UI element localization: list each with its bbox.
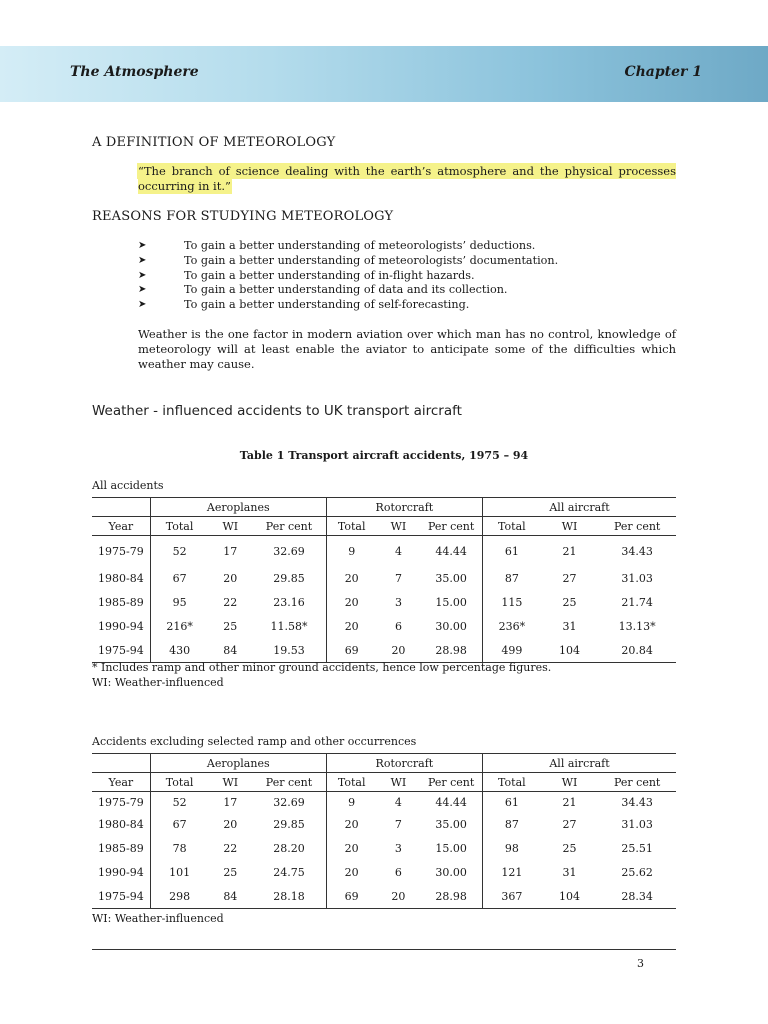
table-cell: 84 (208, 638, 252, 663)
table-cell: 1975-79 (92, 536, 150, 567)
table-cell: 52 (172, 795, 187, 809)
table-cell: 4 (394, 795, 402, 809)
table-cell: 87 (504, 571, 519, 585)
column-headers (92, 773, 676, 792)
table-cell: 67 (172, 817, 187, 831)
arrow-bullet-icon: ➤ (138, 284, 147, 296)
column-header: Year (92, 773, 150, 792)
table-cell: 15.00 (420, 590, 482, 614)
definition-quote (138, 164, 676, 194)
table-cell: 13.13* (618, 619, 656, 633)
table-cell: 20 (344, 841, 359, 855)
column-header: WI (541, 517, 599, 536)
table-cell: 29.85 (252, 566, 326, 590)
table-cell: 28.98 (420, 638, 482, 663)
table-cell: 24.75 (252, 860, 326, 884)
column-header: Per cent (420, 517, 482, 536)
highlighted-quote: “The branch of science dealing with the earth’s atmosphere and the physical processes occurring in it.” (138, 164, 676, 193)
table-cell: 20 (377, 638, 421, 663)
table-cell: 78 (172, 841, 187, 855)
list-item: ➤ To gain a better understanding of in-flight hazards. (138, 268, 475, 282)
table-cell: 11.58* (252, 614, 326, 638)
table-cell: 31.03 (621, 571, 653, 585)
arrow-bullet-icon: ➤ (138, 269, 147, 281)
arrow-bullet-icon: ➤ (138, 254, 147, 266)
table1-footnote: * Includes ramp and other minor ground accidents, hence low percentage figures. (92, 661, 552, 674)
list-item: ➤ To gain a better understanding of data and its collection. (138, 283, 508, 297)
table-cell: 1990-94 (92, 860, 150, 884)
table-cell: 3 (394, 595, 402, 609)
table1-wi-note: WI: Weather-influenced (92, 676, 224, 689)
table-cell: 34.43 (621, 795, 653, 809)
group-header: All aircraft (483, 498, 677, 517)
table-cell: 21.74 (621, 595, 653, 609)
table-cell: 25.51 (621, 841, 653, 855)
table-cell: 87 (504, 817, 519, 831)
table-cell: 22 (223, 841, 238, 855)
table-cell: 21 (562, 544, 577, 558)
column-header: WI (377, 517, 421, 536)
column-header: Total (326, 773, 376, 792)
table-cell: 7 (394, 571, 402, 585)
reasons-heading: REASONS FOR STUDYING METEOROLOGY (92, 209, 394, 224)
group-header: All aircraft (483, 754, 677, 773)
table-cell: 28.98 (420, 884, 482, 909)
table-cell: 52 (172, 544, 187, 558)
page-number: 3 (637, 957, 644, 970)
column-header: Per cent (252, 773, 326, 792)
table-cell: 28.18 (252, 884, 326, 909)
table-row (92, 792, 676, 813)
table-cell: 9 (348, 795, 356, 809)
table-cell: 28.34 (598, 884, 676, 909)
table-row (92, 836, 676, 860)
table-cell: 1975-94 (92, 638, 150, 663)
table-cell: 1990-94 (92, 614, 150, 638)
table-cell: 20 (344, 865, 359, 879)
table-cell: 6 (394, 865, 402, 879)
table-cell: 101 (169, 865, 191, 879)
table-cell: 15.00 (420, 836, 482, 860)
table-cell: 6 (394, 619, 402, 633)
table-cell: 29.85 (252, 812, 326, 836)
table-cell: 67 (172, 571, 187, 585)
table-cell: 104 (541, 884, 599, 909)
header-chapter: Chapter 1 (624, 64, 702, 80)
reasons-list (138, 239, 558, 313)
header-title: The Atmosphere (70, 64, 199, 80)
table-cell: 17 (223, 795, 238, 809)
group-header: Aeroplanes (150, 754, 326, 773)
table-row (92, 638, 676, 663)
table-row (92, 536, 676, 567)
reasons-paragraph: Weather is the one factor in modern aviation over which man has no control, knowledge of meteorology will at least enable the aviator to anticipate some of the difficulties which weather may cause. (138, 327, 676, 371)
table-cell: 104 (541, 638, 599, 663)
table1-label: All accidents (92, 479, 164, 492)
column-header: Per cent (252, 517, 326, 536)
table-cell: 121 (501, 865, 523, 879)
column-header: WI (377, 773, 421, 792)
list-item: ➤ To gain a better understanding of self-forecasting. (138, 298, 470, 312)
table-cell: 430 (150, 638, 208, 663)
table2-wi-note: WI: Weather-influenced (92, 912, 224, 925)
column-header: Year (92, 517, 150, 536)
table-cell: 1975-94 (92, 884, 150, 909)
accidents-table-excluding (92, 753, 676, 909)
table-cell: 61 (504, 795, 519, 809)
list-item: ➤ To gain a better understanding of meteorologists’ deductions. (138, 239, 536, 252)
column-header: WI (208, 517, 252, 536)
group-header: Rotorcraft (326, 498, 482, 517)
table-cell: 61 (504, 544, 519, 558)
table-cell: 25 (223, 619, 238, 633)
table-cell: 27 (562, 817, 577, 831)
table-row (92, 614, 676, 638)
table-cell: 44.44 (420, 536, 482, 567)
table-cell: 22 (223, 595, 238, 609)
column-header: Total (150, 773, 208, 792)
column-headers (92, 517, 676, 536)
table-row (92, 566, 676, 590)
table-cell: 4 (394, 544, 402, 558)
column-header: Total (483, 517, 541, 536)
table-cell: 236* (498, 619, 526, 633)
table-row (92, 860, 676, 884)
table-cell: 3 (394, 841, 402, 855)
column-header: WI (208, 773, 252, 792)
table-cell: 20 (344, 571, 359, 585)
arrow-bullet-icon: ➤ (138, 240, 147, 251)
table-cell: 23.16 (252, 590, 326, 614)
column-header: Total (150, 517, 208, 536)
table-cell: 1985-89 (92, 836, 150, 860)
table-cell: 1980-84 (92, 566, 150, 590)
table-cell: 1985-89 (92, 590, 150, 614)
table-cell: 31 (562, 865, 577, 879)
table-cell: 20 (377, 884, 421, 909)
table-cell: 298 (150, 884, 208, 909)
table-cell: 9 (348, 544, 356, 558)
table-cell: 20 (344, 619, 359, 633)
column-header: Per cent (598, 773, 676, 792)
table-cell: 20 (223, 571, 238, 585)
table-cell: 35.00 (420, 812, 482, 836)
group-header: Aeroplanes (150, 498, 326, 517)
table-cell: 20 (223, 817, 238, 831)
table-cell: 34.43 (621, 544, 653, 558)
table-cell: 30.00 (420, 614, 482, 638)
table-cell: 69 (326, 638, 376, 663)
table-cell: 25.62 (621, 865, 653, 879)
list-item: ➤ To gain a better understanding of meteorologists’ documentation. (138, 253, 559, 267)
section-title: Weather - influenced accidents to UK transport aircraft (92, 403, 462, 419)
table-cell: 32.69 (252, 536, 326, 567)
table-cell: 84 (208, 884, 252, 909)
table-cell: 20 (344, 817, 359, 831)
table-cell: 27 (562, 571, 577, 585)
definition-heading: A DEFINITION OF METEOROLOGY (92, 135, 336, 150)
group-header: Rotorcraft (326, 754, 482, 773)
table-cell: 20.84 (598, 638, 676, 663)
table-cell: 7 (394, 817, 402, 831)
table-cell: 31.03 (621, 817, 653, 831)
column-header: Per cent (420, 773, 482, 792)
table-cell: 28.20 (252, 836, 326, 860)
column-header: Per cent (598, 517, 676, 536)
footer-rule (92, 949, 676, 950)
table-row (92, 812, 676, 836)
table-cell: 25 (562, 841, 577, 855)
table-cell: 1975-79 (92, 792, 150, 813)
table-row (92, 884, 676, 909)
table-cell: 31 (562, 619, 577, 633)
arrow-bullet-icon: ➤ (138, 299, 147, 311)
accidents-table-all (92, 497, 676, 663)
table-caption: Table 1 Transport aircraft accidents, 1975 – 94 (239, 449, 529, 462)
table-cell: 95 (172, 595, 187, 609)
table-cell: 30.00 (420, 860, 482, 884)
table2-label: Accidents excluding selected ramp and other occurrences (92, 735, 417, 748)
table-cell: 25 (562, 595, 577, 609)
table-cell: 17 (223, 544, 238, 558)
table-cell: 367 (483, 884, 541, 909)
table-cell: 21 (562, 795, 577, 809)
column-header: WI (541, 773, 599, 792)
table-cell: 25 (223, 865, 238, 879)
table-cell: 69 (326, 884, 376, 909)
table-row (92, 590, 676, 614)
table-cell: 32.69 (252, 792, 326, 813)
table-cell: 216* (166, 619, 193, 633)
table-cell: 20 (344, 595, 359, 609)
table-cell: 35.00 (420, 566, 482, 590)
table-cell: 19.53 (252, 638, 326, 663)
column-header: Total (326, 517, 376, 536)
table-cell: 115 (501, 595, 523, 609)
table-cell: 499 (483, 638, 541, 663)
column-header: Total (483, 773, 541, 792)
table-cell: 1980-84 (92, 812, 150, 836)
table-cell: 44.44 (420, 792, 482, 813)
table-cell: 98 (504, 841, 519, 855)
